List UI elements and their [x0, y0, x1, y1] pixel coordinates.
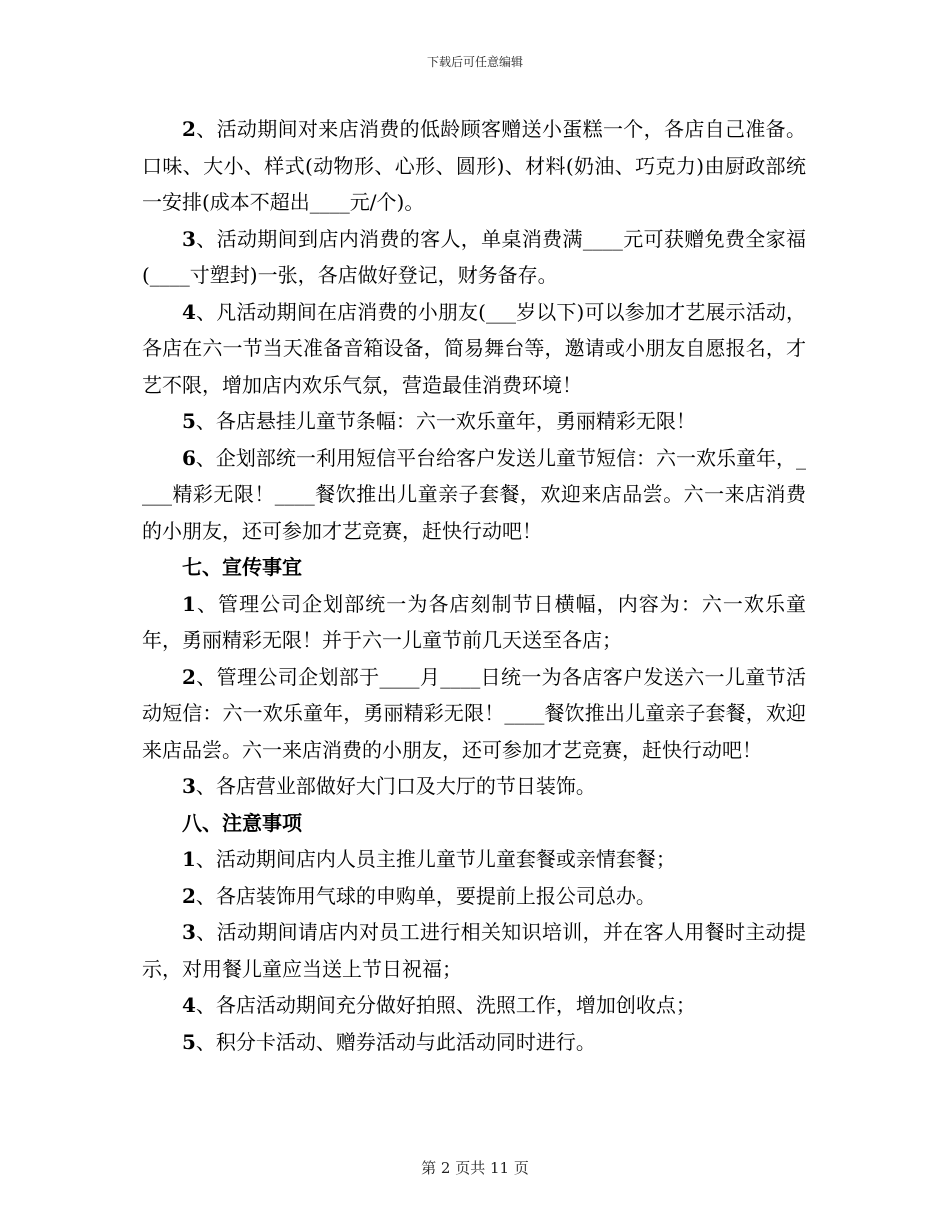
- list-item: 6、企划部统一利用短信平台给客户发送儿童节短信：六一欢乐童年，____精彩无限！____餐饮推出儿童亲子套餐，欢迎来店品尝。六一来店消费的小朋友，还可参加才艺竞赛，赶快行动吧！: [142, 445, 806, 543]
- list-item: 3、各店营业部做好大门口及大厅的节日装饰。: [182, 774, 596, 798]
- list-item: 5、积分卡活动、赠券活动与此活动同时进行。: [182, 1029, 596, 1054]
- list-item: 5、各店悬挂儿童节条幅：六一欢乐童年，勇丽精彩无限！: [182, 409, 696, 433]
- list-item: 2、活动期间对来店消费的低龄顾客赠送小蛋糕一个，各店自己准备。口味、大小、样式(动物形、心形、圆形)、材料(奶油、巧克力)由厨政部统一安排(成本不超出____元/个)。: [142, 117, 806, 214]
- list-item: 4、各店活动期间充分做好拍照、洗照工作，增加创收点；: [182, 993, 696, 1017]
- list-item: 2、管理公司企划部于____月____日统一为各店客户发送六一儿童节活动短信：六一欢乐童年，勇丽精彩无限！____餐饮推出儿童亲子套餐，欢迎来店品尝。六一来店消费的小朋友，还可参加才艺竞赛，赶快行动吧！: [142, 664, 806, 762]
- list-item: 4、凡活动期间在店消费的小朋友(___岁以下)可以参加才艺展示活动，各店在六一节当天准备音箱设备，简易舞台等，邀请或小朋友自愿报名，才艺不限，增加店内欢乐气氛，营造最佳消费环境！: [142, 299, 806, 397]
- document-body: [142, 111, 806, 1060]
- list-item: 1、管理公司企划部统一为各店刻制节日横幅，内容为：六一欢乐童年，勇丽精彩无限！并于六一儿童节前几天送至各店；: [142, 591, 806, 652]
- section-heading: 八、注意事项: [182, 810, 302, 835]
- list-item: 3、活动期间请店内对员工进行相关知识培训，并在客人用餐时主动提示，对用餐儿童应当送上节日祝福；: [142, 920, 806, 981]
- section-heading: 七、宣传事宜: [182, 555, 302, 579]
- page-footer: 第 2 页共 11 页: [421, 1159, 529, 1177]
- page-header: 下载后可任意编辑: [426, 55, 523, 69]
- list-item: 3、活动期间到店内消费的客人，单桌消费满____元可获赠免费全家福(____寸塑封)一张，各店做好登记，财务备存。: [142, 226, 806, 287]
- list-item: 1、活动期间店内人员主推儿童节儿童套餐或亲情套餐；: [182, 847, 676, 871]
- list-item: 2、各店装饰用气球的申购单，要提前上报公司总办。: [182, 883, 656, 908]
